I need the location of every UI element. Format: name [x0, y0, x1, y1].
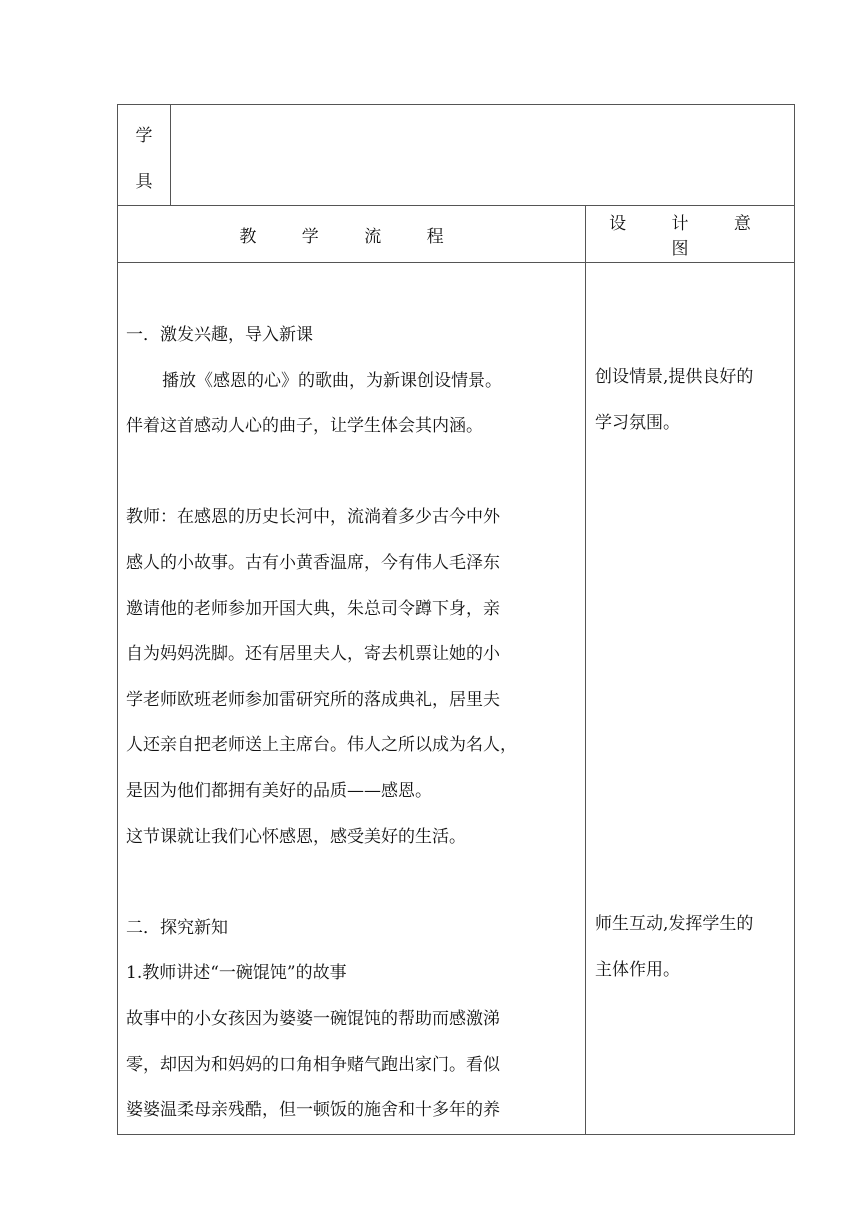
- intent-block-2: [595, 902, 788, 993]
- section2-line-1: 故事中的小女孩因为婆婆一碗馄饨的帮助而感激涕: [126, 1008, 500, 1029]
- content-row: [118, 263, 795, 1135]
- teaching-flow-cell: [118, 263, 586, 1135]
- intent-block-2-line-1: 师生互动,发挥学生的: [595, 914, 754, 935]
- section2-line-3: 婆婆温柔母亲残酷，但一顿饭的施舍和十多年的养: [126, 1100, 500, 1121]
- design-intent-cell: [586, 263, 795, 1135]
- flow-header: 教 学 流 程: [118, 206, 586, 263]
- teacher-line-5: 学老师欧班老师参加雷研究所的落成典礼，居里夫: [126, 689, 500, 710]
- teacher-line-8: 这节课就让我们心怀感恩，感受美好的生活。: [126, 826, 466, 847]
- intent-block-2-line-2: 主体作用。: [595, 959, 680, 980]
- section1-line-1: 播放《感恩的心》的歌曲，为新课创设情景。: [162, 370, 502, 391]
- teacher-line-6: 人还亲自把老师送上主席台。伟人之所以成为名人，: [126, 735, 517, 756]
- intent-header: 设 计 意 图: [586, 206, 795, 263]
- teacher-line-2: 感人的小故事。古有小黄香温席，今有伟人毛泽东: [126, 552, 500, 573]
- teacher-line-4: 自为妈妈洗脚。还有居里夫人，寄去机票让她的小: [126, 644, 500, 665]
- intent-block-1-line-2: 学习氛围。: [595, 412, 680, 433]
- lesson-plan-table: [117, 104, 795, 1135]
- section1-title: 一．激发兴趣，导入新课: [126, 325, 313, 345]
- teacher-line-7: 是因为他们都拥有美好的品质——感恩。: [126, 780, 432, 801]
- section2-title: 二．探究新知: [126, 917, 228, 938]
- study-tools-label: [118, 105, 171, 206]
- intent-block-1-line-1: 创设情景,提供良好的: [595, 367, 754, 387]
- study-tools-label-char-1: 学: [135, 126, 153, 146]
- intent-block-1: [595, 355, 788, 446]
- study-tools-content: [171, 105, 795, 206]
- section2-subtitle: 1.教师讲述“一碗馄饨”的故事: [126, 963, 347, 984]
- study-tools-label-char-2: 具: [135, 172, 153, 192]
- teacher-line-3: 邀请他的老师参加开国大典，朱总司令蹲下身，亲: [126, 598, 500, 619]
- section2-line-2: 零，却因为和妈妈的口角相争赌气跑出家门。看似: [126, 1054, 500, 1075]
- header-row: [118, 206, 795, 263]
- section1-line-2: 伴着这首感动人心的曲子，让学生体会其内涵。: [126, 416, 483, 437]
- study-tools-row: [118, 105, 795, 206]
- teacher-line-1: 教师：在感恩的历史长河中，流淌着多少古今中外: [126, 507, 500, 528]
